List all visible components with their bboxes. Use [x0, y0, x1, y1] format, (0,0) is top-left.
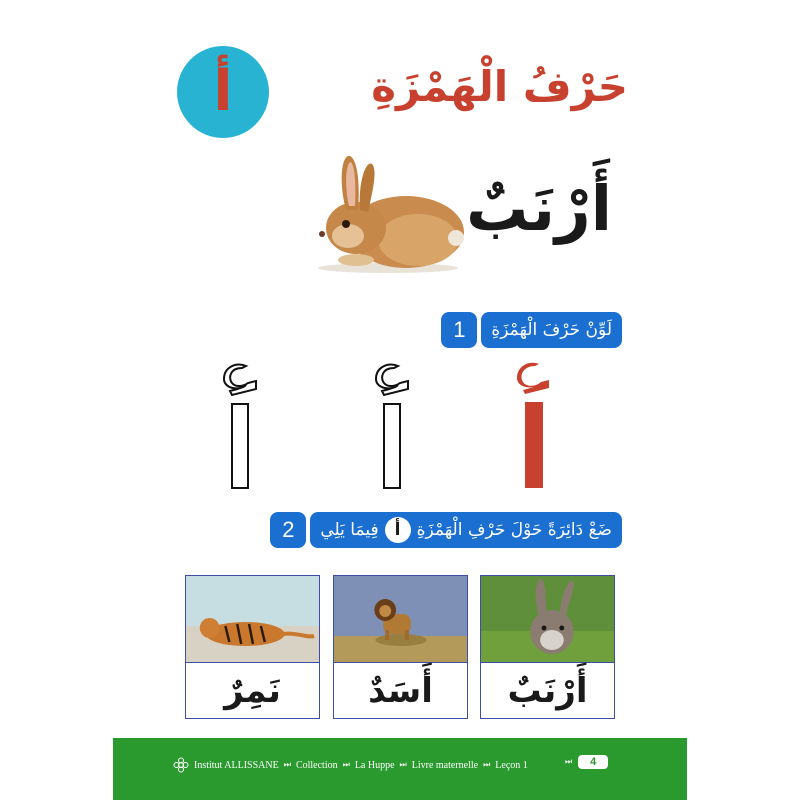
footer-book: Livre maternelle — [411, 759, 479, 771]
card-word: أَسَدٌ — [368, 671, 433, 711]
footer-bar — [113, 738, 687, 800]
instruction-2-label-start: ضَعْ دَائِرَةً حَوْلَ حَرْفِ الْهَمْزَةِ — [416, 520, 612, 540]
page-title: حَرْفُ الْهَمْزَةِ — [371, 62, 628, 111]
footer-page-indicator — [565, 755, 608, 769]
instruction-2-label-end: فِيمَا يَلِي — [320, 520, 379, 540]
card-tiger[interactable] — [185, 575, 320, 719]
separator-icon: ⏭ — [483, 760, 491, 769]
card-lion[interactable] — [333, 575, 468, 719]
colored-hamza-letter — [505, 360, 565, 490]
footer-institute: Institut ALLISSANE — [194, 759, 279, 771]
inline-letter-badge: أ — [385, 517, 411, 543]
outline-hamza-letter[interactable] — [210, 360, 270, 490]
footer-lesson: Leçon 1 — [495, 759, 528, 771]
letter-badge-text: أ — [213, 59, 233, 124]
page-number: 4 — [578, 755, 608, 769]
separator-icon: ⏭ — [399, 760, 407, 769]
card-word: نَمِرٌ — [224, 671, 281, 711]
card-word: أَرْنَبٌ — [507, 671, 588, 711]
separator-icon: ⏭ — [342, 760, 350, 769]
card-rabbit[interactable] — [480, 575, 615, 719]
separator-icon: ⏭ — [283, 760, 291, 769]
outline-hamza-letter[interactable] — [362, 360, 422, 490]
instruction-1-number: 1 — [441, 312, 477, 348]
instruction-1 — [441, 312, 622, 348]
lion-photo — [334, 576, 467, 663]
instruction-1-label: لَوِّنْ حَرْفَ الْهَمْزَةِ — [491, 320, 612, 340]
flower-logo-icon — [173, 757, 189, 773]
letter-badge — [177, 46, 269, 138]
instruction-1-text — [481, 312, 622, 348]
instruction-2-text — [310, 512, 622, 548]
separator-icon: ⏭ — [565, 757, 573, 766]
instruction-2-number: 2 — [270, 512, 306, 548]
footer-breadcrumb — [173, 757, 528, 773]
hero-word: أَرْنَبٌ — [466, 172, 612, 245]
footer-collection: Collection — [295, 759, 338, 771]
footer-series: La Huppe — [354, 759, 395, 771]
instruction-2 — [270, 512, 622, 548]
rabbit-photo — [481, 576, 614, 663]
rabbit-illustration — [308, 150, 468, 275]
tiger-photo — [186, 576, 319, 663]
